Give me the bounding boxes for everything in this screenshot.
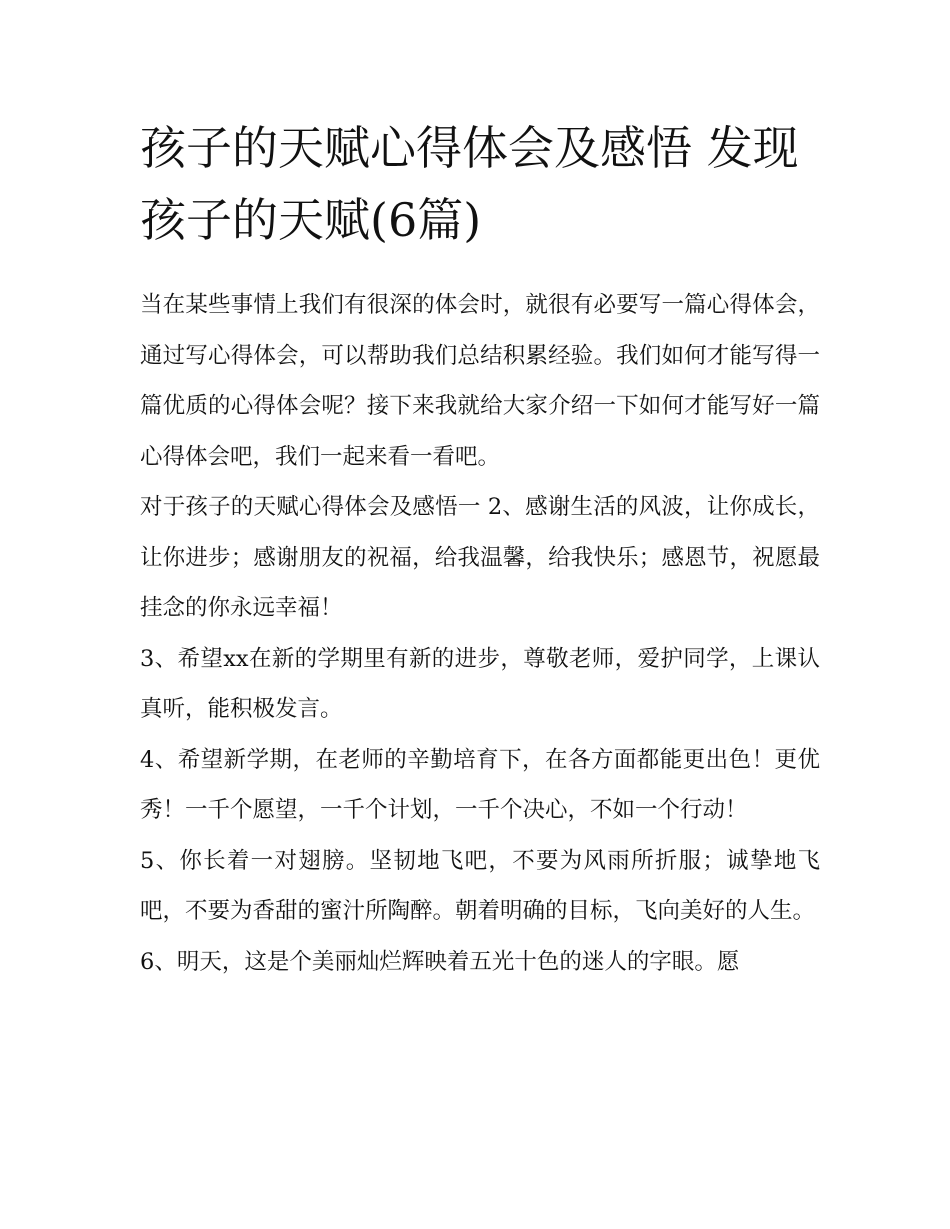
paragraph-intro: 当在某些事情上我们有很深的体会时，就很有必要写一篇心得体会，通过写心得体会，可以帮助我们总结积累经验。我们如何才能写得一篇优质的心得体会呢？接下来我就给大家介绍一下如何才能写好一篇心得体会吧，我们一起来看一看吧。 bbox=[140, 292, 820, 470]
document-content bbox=[140, 112, 820, 987]
paragraph-item-1-2: 对于孩子的天赋心得体会及感悟一 2、感谢生活的风波，让你成长，让你进步；感谢朋友的祝福，给我温馨，给我快乐；感恩节，祝愿最挂念的你永远幸福！ bbox=[140, 494, 820, 621]
document-title: 孩子的天赋心得体会及感悟 发现孩子的天赋(6篇) bbox=[140, 121, 799, 247]
paragraph-item-4: 4、希望新学期，在老师的辛勤培育下，在各方面都能更出色！更优秀！一千个愿望，一千个计划，一千个决心，不如一个行动！ bbox=[140, 746, 820, 823]
paragraph-item-6: 6、明天，这是个美丽灿烂辉映着五光十色的迷人的字眼。愿 bbox=[140, 948, 740, 975]
paragraph-item-3: 3、希望xx在新的学期里有新的进步，尊敬老师，爱护同学，上课认真听，能积极发言。 bbox=[140, 645, 820, 722]
paragraph-item-5: 5、你长着一对翅膀。坚韧地飞吧，不要为风雨所折服；诚挚地飞吧，不要为香甜的蜜汁所陶醉。朝着明确的目标，飞向美好的人生。 bbox=[140, 847, 820, 924]
